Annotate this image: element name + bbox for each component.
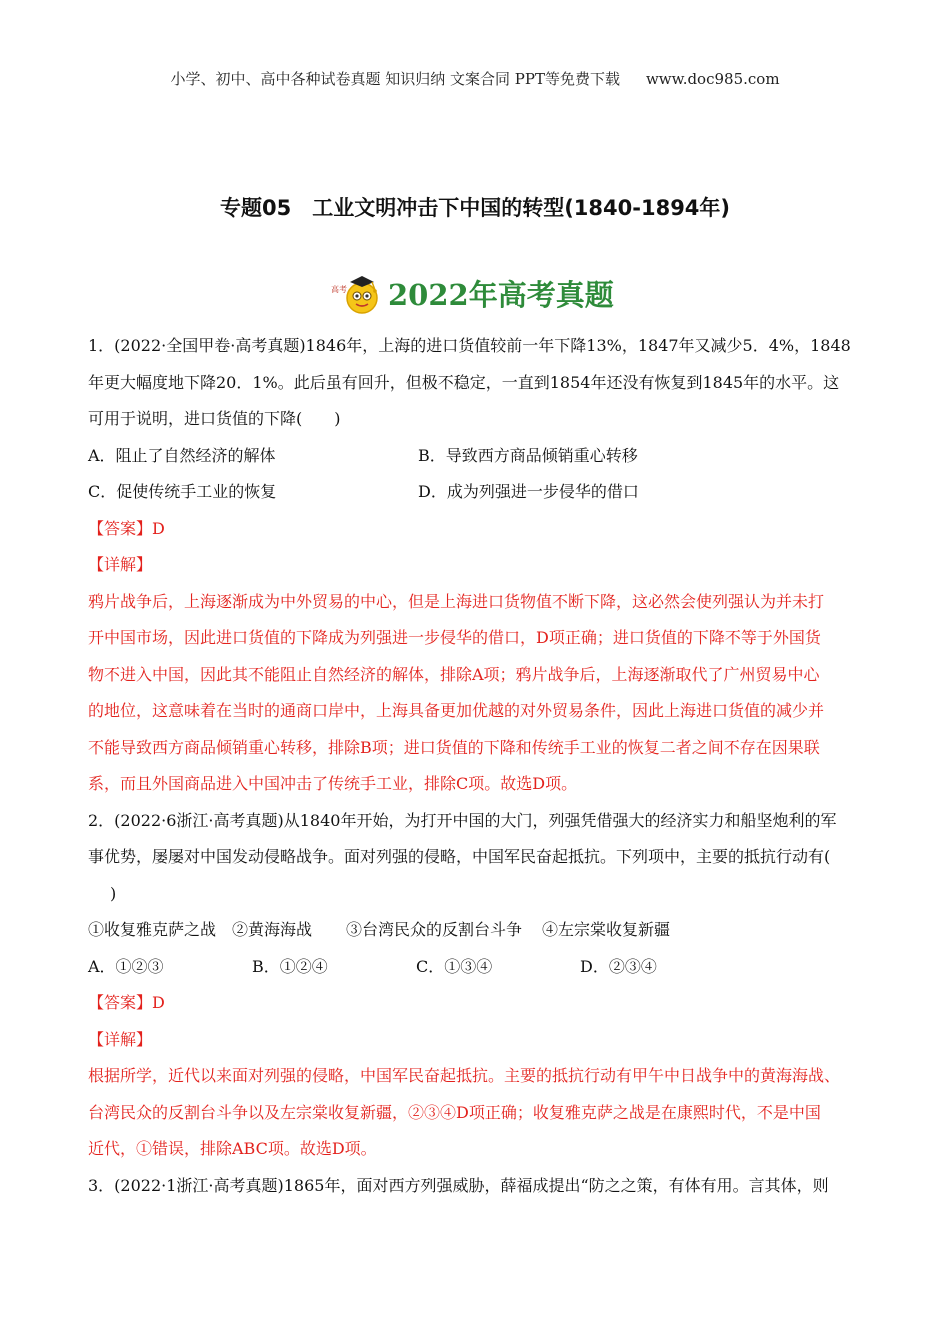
item-2: ②黄海海战: [232, 920, 313, 939]
option-c: C．①③④: [416, 956, 493, 976]
question-text-line: 可用于说明，进口货值的下降( ): [88, 409, 341, 428]
options-row: [88, 438, 864, 475]
header-url[interactable]: www.doc985.com: [645, 70, 780, 88]
option-a: A．①②③: [88, 956, 164, 976]
header-text: 小学、初中、高中各种试卷真题 知识归纳 文案合同 PPT等免费下载: [170, 70, 620, 88]
detail-line: 根据所学，近代以来面对列强的侵略，中国军民奋起抵抗。主要的抵抗行动有甲午中日战争中的黄海海战、: [88, 1066, 841, 1085]
question-2: [88, 803, 864, 1168]
option-d: D．②③④: [580, 956, 657, 976]
detail-line: 鸦片战争后，上海逐渐成为中外贸易的中心，但是上海进口货物值不断下降，这必然会使列强认为并未打: [88, 591, 825, 611]
answer-value: D: [152, 993, 165, 1012]
banner: [330, 270, 614, 316]
document-body: [88, 328, 864, 1204]
option-b: B．导致西方商品倾销重心转移: [418, 445, 638, 465]
option-c: C．促使传统手工业的恢复: [88, 482, 277, 501]
page-header: [0, 68, 950, 89]
question-text-line: ): [110, 883, 117, 903]
question-text-line: 2．(2022·6浙江·高考真题)从1840年开始，为打开中国的大门，列强凭借强大的经济实力和船坚炮利的军: [88, 810, 837, 830]
question-1: [88, 328, 864, 803]
items-row: [88, 912, 864, 949]
question-text-line: 1．(2022·全国甲卷·高考真题)1846年，上海的进口货值较前一年下降13%，1847年又减少5．4%，1848: [88, 336, 851, 355]
question-3: [88, 1168, 864, 1205]
options-row: [88, 474, 864, 511]
detail-line: 的地位，这意味着在当时的通商口岸中，上海具备更加优越的对外贸易条件，因此上海进口货值的减少并: [88, 701, 825, 720]
detail-label: 【详解】: [88, 1029, 153, 1049]
detail-line: 台湾民众的反割台斗争以及左宗棠收复新疆，②③④D项正确；收复雅克萨之战是在康熙时代，不是中国: [88, 1102, 821, 1122]
question-text-line: 年更大幅度地下降20．1%。此后虽有回升，但极不稳定，一直到1854年还没有恢复到1845年的水平。这: [88, 372, 840, 392]
page-title: 专题05 工业文明冲击下中国的转型(1840-1894年): [219, 196, 731, 220]
banner-title: 2022年高考真题: [388, 277, 614, 312]
detail-line: 物不进入中国，因此其不能阻止自然经济的解体，排除A项；鸦片战争后，上海逐渐取代了广州贸易中心: [88, 664, 820, 684]
options-row: [88, 949, 864, 986]
detail-line: 开中国市场，因此进口货值的下降成为列强进一步侵华的借口，D项正确；进口货值的下降不等于外国货: [88, 628, 821, 647]
item-4: ④左宗棠收复新疆: [542, 920, 671, 939]
question-text-line: 事优势，屡屡对中国发动侵略战争。面对列强的侵略，中国军民奋起抵抗。下列项中，主要的抵抗行动有(: [88, 847, 831, 866]
item-3: ③台湾民众的反割台斗争: [346, 920, 523, 939]
answer-line: [88, 985, 864, 1022]
detail-line: 近代，①错误，排除ABC项。故选D项。: [88, 1139, 377, 1158]
option-b: B．①②④: [252, 956, 328, 976]
answer-label: 【答案】: [88, 518, 153, 538]
option-d: D．成为列强进一步侵华的借口: [418, 482, 639, 501]
detail-label: 【详解】: [88, 555, 153, 574]
item-1: ①收复雅克萨之战: [88, 920, 217, 939]
detail-line: 系，而且外国商品进入中国冲击了传统手工业，排除C项。故选D项。: [88, 774, 578, 793]
svg-text:高考: 高考: [331, 285, 347, 294]
answer-line: [88, 511, 864, 548]
detail-line: 不能导致西方商品倾销重心转移，排除B项；进口货值的下降和传统手工业的恢复二者之间不存在因果联: [88, 737, 820, 757]
question-text-line: 3．(2022·1浙江·高考真题)1865年，面对西方列强威胁，薛福成提出“防之之策，有体有用。言其体，则: [88, 1175, 829, 1195]
answer-value: D: [152, 518, 165, 538]
mascot-logo-icon: [330, 270, 386, 316]
answer-label: 【答案】: [88, 993, 153, 1012]
option-a: A．阻止了自然经济的解体: [88, 445, 276, 465]
